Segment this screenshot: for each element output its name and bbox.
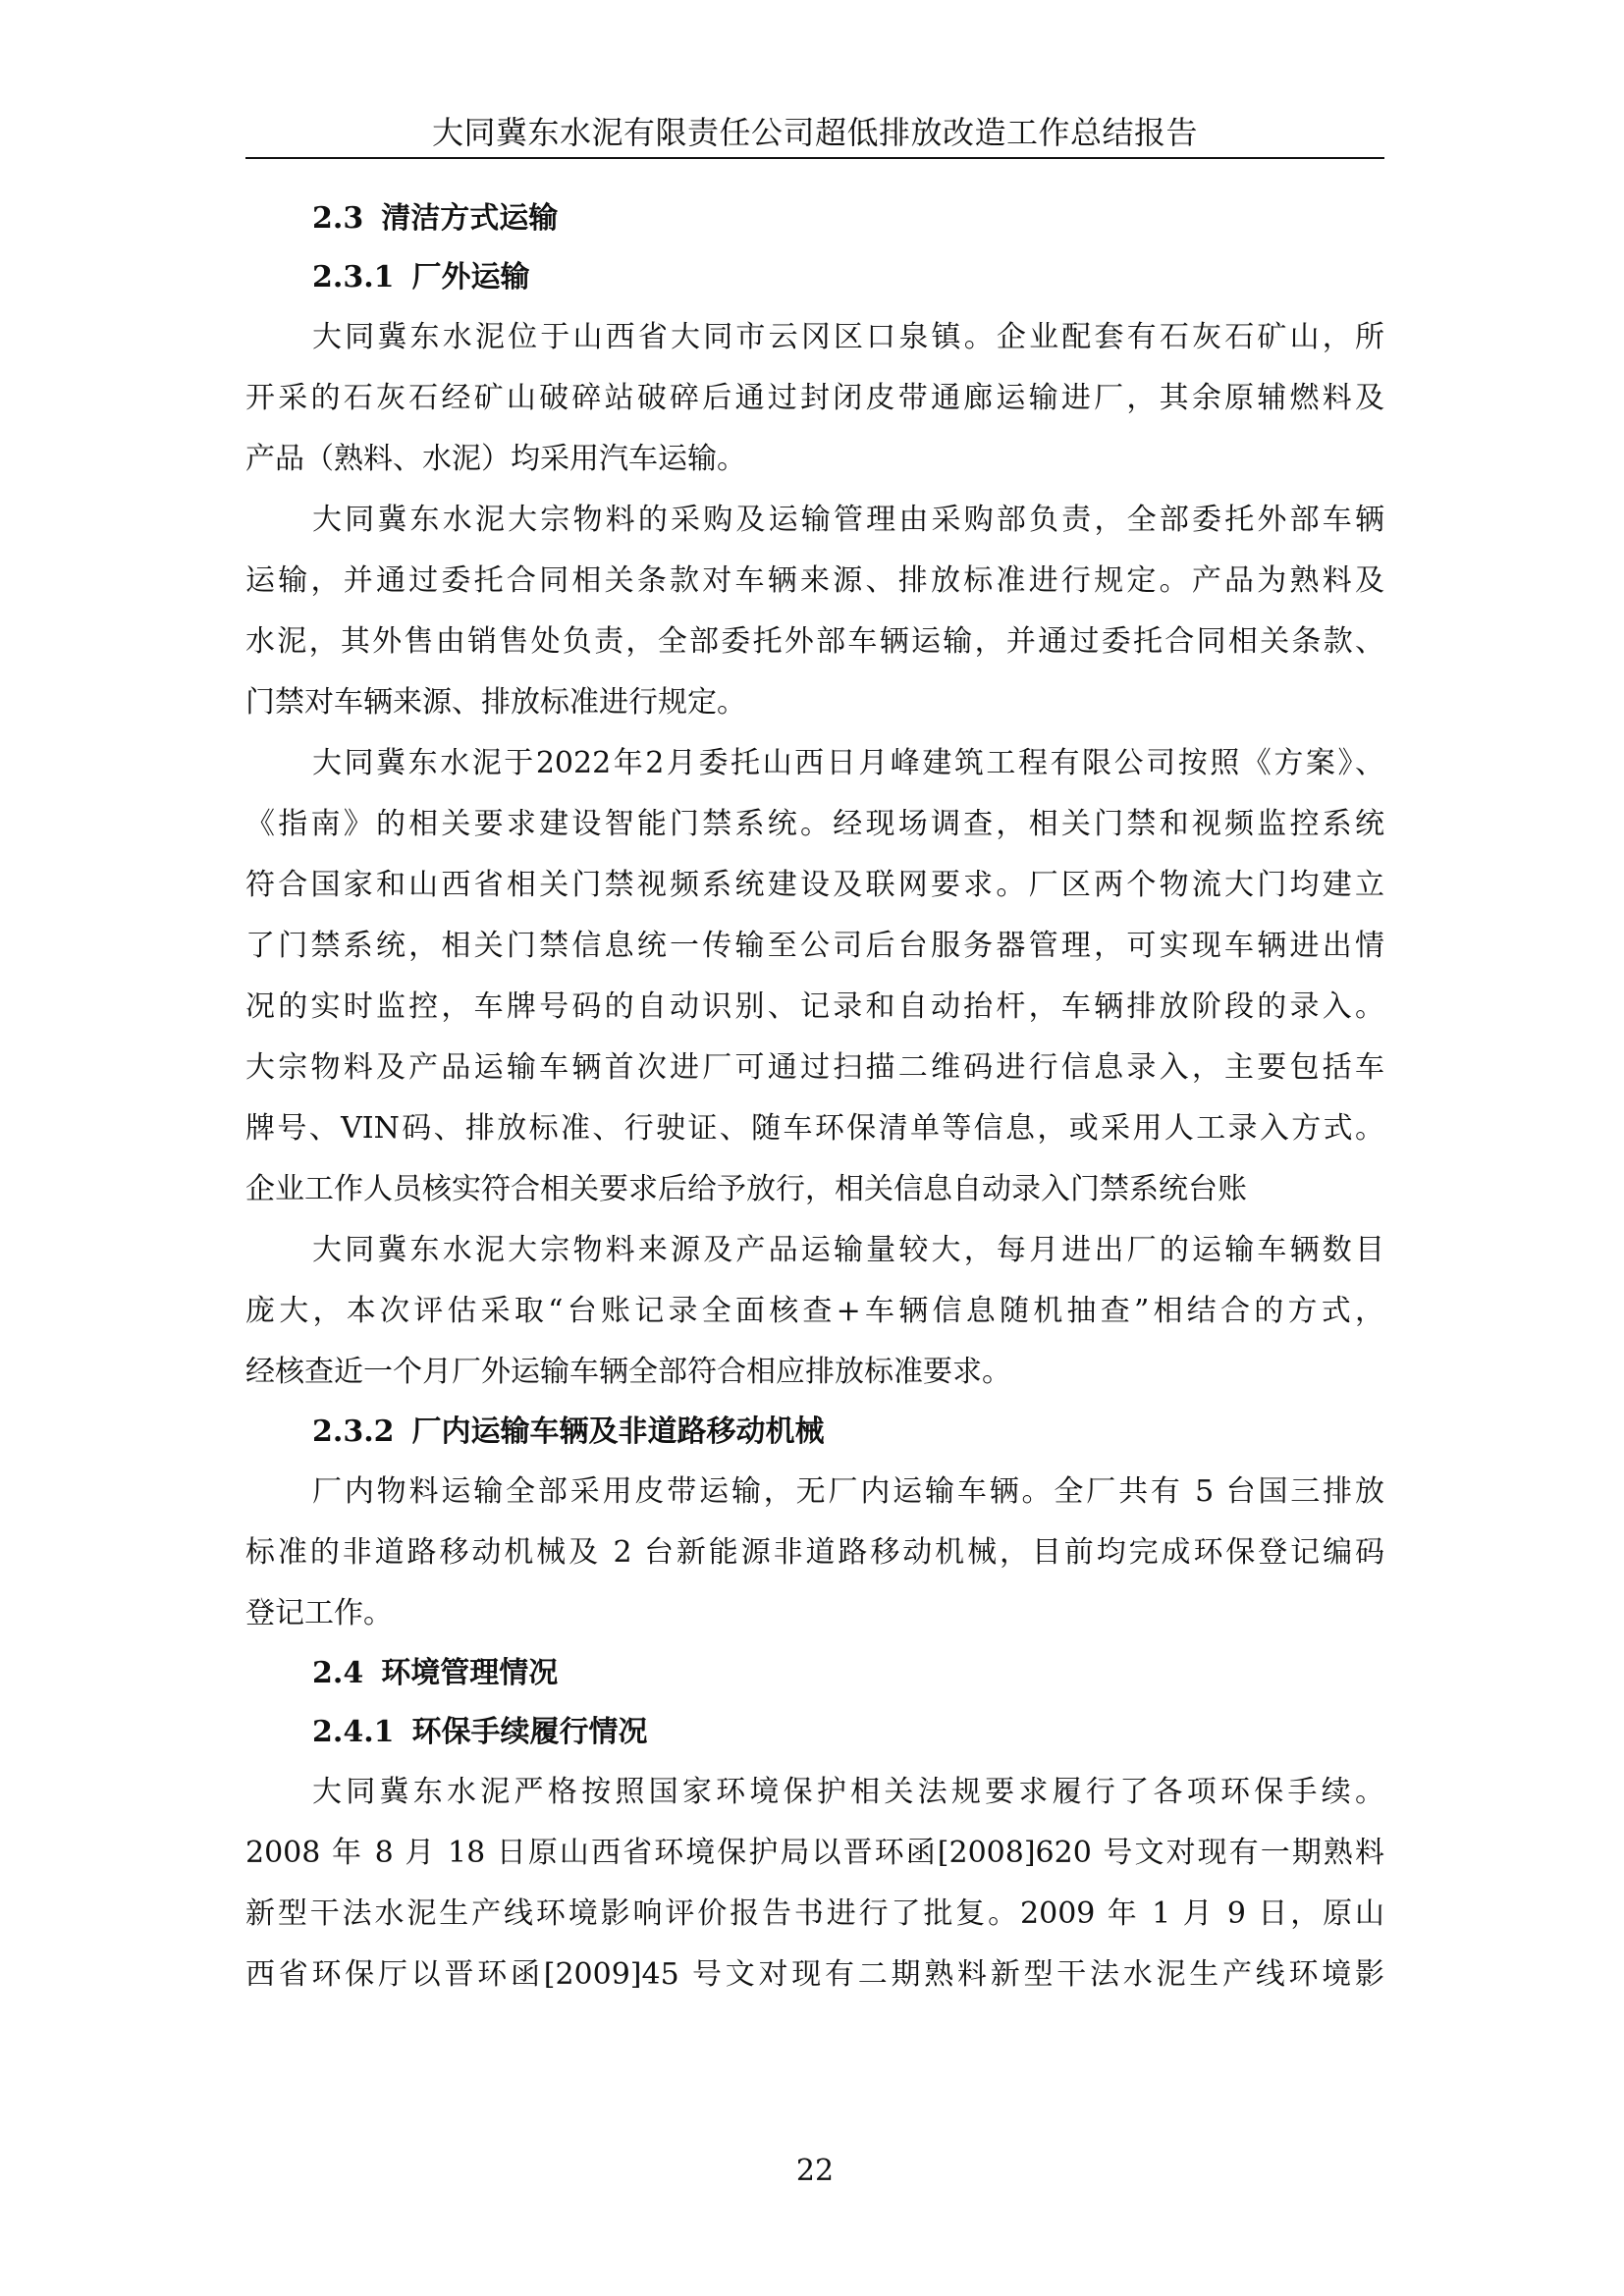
- text-line: 西省环保厅以晋环函[2009]45 号文对现有二期熟料新型干法水泥生产线环境影: [245, 1957, 1384, 1992]
- section-number: 2.3: [312, 201, 364, 236]
- section-heading-2-3-1: [245, 248, 1384, 307]
- paragraph-internal-transport: [245, 1462, 1384, 1644]
- text-line: 大同冀东水泥于2022年2月委托山西日月峰建筑工程有限公司按照《方案》、: [312, 746, 1384, 780]
- text-line: 庞大，本次评估采取“台账记录全面核查+车辆信息随机抽查”相结合的方式，: [245, 1294, 1384, 1328]
- running-header: 大同冀东水泥有限责任公司超低排放改造工作总结报告: [431, 114, 1198, 151]
- page-body: [245, 189, 1384, 2005]
- section-title: 清洁方式运输: [381, 201, 559, 236]
- text-line: 开采的石灰石经矿山破碎站破碎后通过封闭皮带通廊运输进厂，其余原辅燃料及: [245, 381, 1384, 415]
- text-line: 产品（熟料、水泥）均采用汽车运输。: [245, 442, 746, 476]
- text-line: 牌号、VIN码、排放标准、行驶证、随车环保清单等信息，或采用人工录入方式。: [245, 1111, 1384, 1146]
- section-title: 厂内运输车辆及非道路移动机械: [411, 1415, 825, 1449]
- text-line: 水泥，其外售由销售处负责，全部委托外部车辆运输，并通过委托合同相关条款、: [245, 624, 1384, 659]
- text-line: 门禁对车辆来源、排放标准进行规定。: [245, 685, 746, 720]
- section-heading-2-4-1: [245, 1703, 1384, 1762]
- text-line: 标准的非道路移动机械及 2 台新能源非道路移动机械，目前均完成环保登记编码: [245, 1535, 1384, 1570]
- text-line: 大同冀东水泥位于山西省大同市云冈区口泉镇。企业配套有石灰石矿山，所: [312, 320, 1384, 354]
- section-title: 厂外运输: [411, 260, 530, 294]
- text-line: 《指南》的相关要求建设智能门禁系统。经现场调查，相关门禁和视频监控系统: [245, 807, 1384, 841]
- text-line: 符合国家和山西省相关门禁视频系统建设及联网要求。厂区两个物流大门均建立: [245, 868, 1384, 902]
- section-number: 2.3.2: [312, 1415, 395, 1449]
- section-number: 2.4.1: [312, 1715, 395, 1749]
- section-number: 2.4: [312, 1656, 364, 1690]
- text-line: 经核查近一个月厂外运输车辆全部符合相应排放标准要求。: [245, 1355, 1011, 1389]
- text-line: 新型干法水泥生产线环境影响评价报告书进行了批复。2009 年 1 月 9 日，原山: [245, 1896, 1384, 1931]
- text-line: 企业工作人员核实符合相关要求后给予放行，相关信息自动录入门禁系统台账: [245, 1172, 1247, 1206]
- header-rule: [245, 157, 1384, 159]
- paragraph-assessment: [245, 1220, 1384, 1403]
- text-line: 运输，并通过委托合同相关条款对车辆来源、排放标准进行规定。产品为熟料及: [245, 563, 1384, 598]
- section-title: 环保手续履行情况: [411, 1715, 648, 1749]
- paragraph-location: [245, 307, 1384, 490]
- section-heading-2-3: [245, 189, 1384, 248]
- section-title: 环境管理情况: [381, 1656, 559, 1690]
- paragraph-environmental-permits: [245, 1762, 1384, 2005]
- paragraph-procurement: [245, 490, 1384, 733]
- text-line: 大宗物料及产品运输车辆首次进厂可通过扫描二维码进行信息录入，主要包括车: [245, 1050, 1384, 1085]
- paragraph-access-control: [245, 733, 1384, 1220]
- text-line: 大同冀东水泥严格按照国家环境保护相关法规要求履行了各项环保手续。: [312, 1775, 1384, 1809]
- text-line: 了门禁系统，相关门禁信息统一传输至公司后台服务器管理，可实现车辆进出情: [245, 929, 1384, 963]
- text-line: 登记工作。: [245, 1596, 393, 1630]
- page-number: 22: [795, 2154, 835, 2188]
- section-heading-2-3-2: [245, 1403, 1384, 1462]
- text-line: 大同冀东水泥大宗物料的采购及运输管理由采购部负责，全部委托外部车辆: [312, 503, 1384, 537]
- section-number: 2.3.1: [312, 260, 395, 294]
- text-line: 况的实时监控，车牌号码的自动识别、记录和自动抬杆，车辆排放阶段的录入。: [245, 989, 1384, 1024]
- text-line: 厂内物料运输全部采用皮带运输，无厂内运输车辆。全厂共有 5 台国三排放: [312, 1474, 1384, 1509]
- text-line: 2008 年 8 月 18 日原山西省环境保护局以晋环函[2008]620 号文对现有一期熟料: [245, 1836, 1384, 1870]
- text-line: 大同冀东水泥大宗物料来源及产品运输量较大，每月进出厂的运输车辆数目: [312, 1233, 1384, 1267]
- section-heading-2-4: [245, 1644, 1384, 1703]
